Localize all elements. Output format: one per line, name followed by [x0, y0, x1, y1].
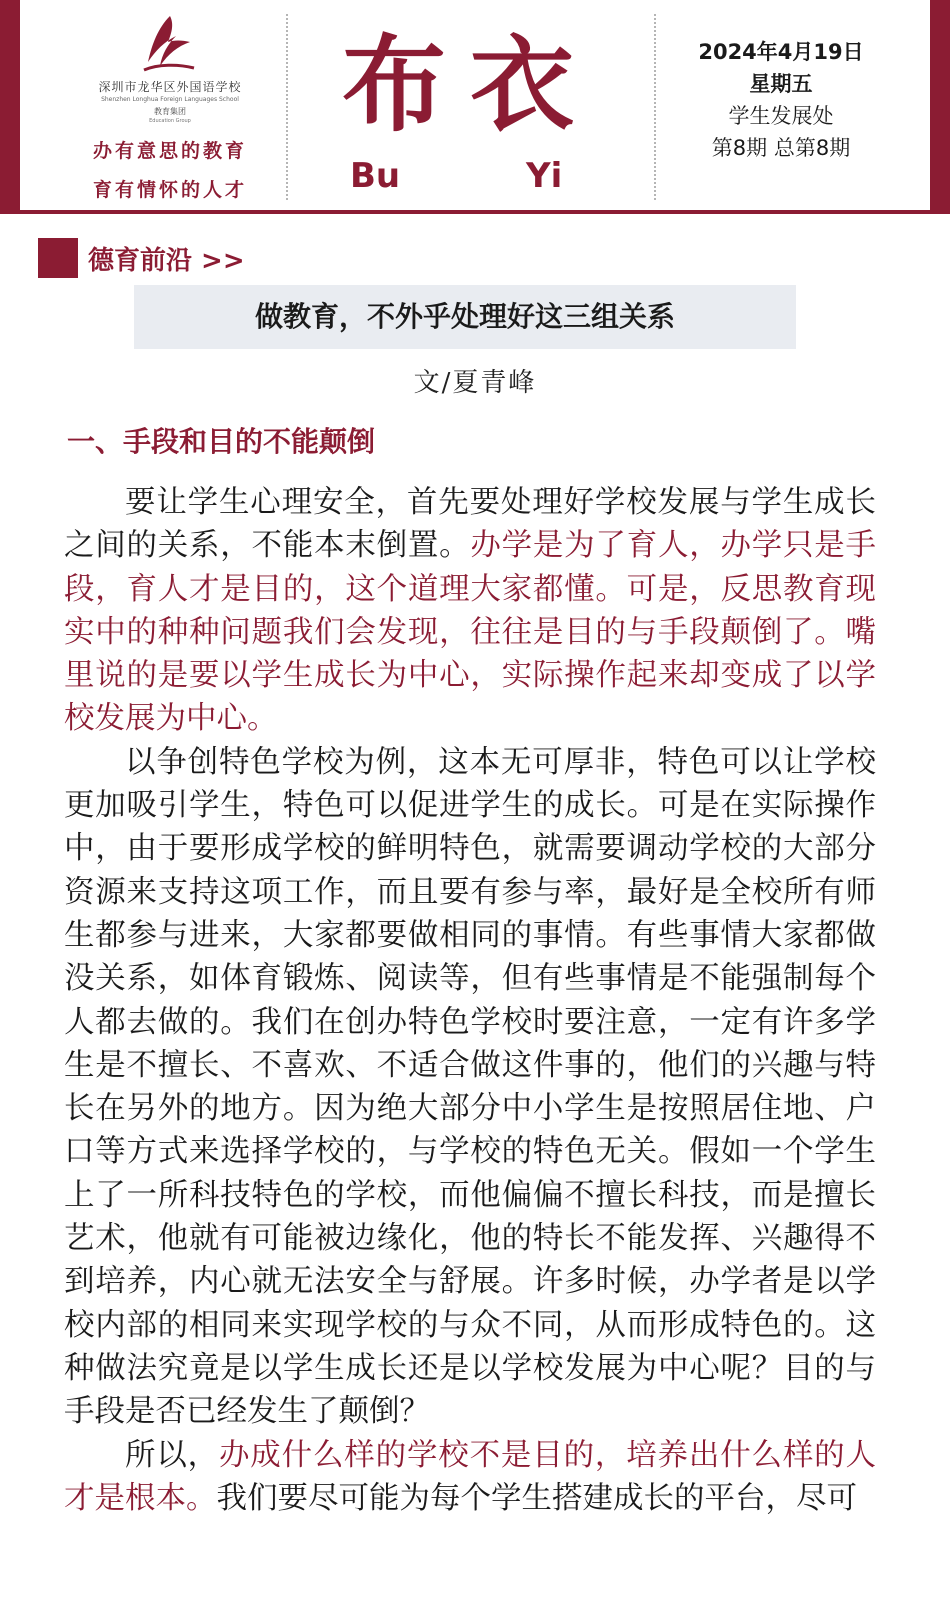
header-right-bar	[930, 0, 950, 213]
school-logo	[80, 14, 260, 124]
section-marker	[38, 238, 78, 278]
issue-number: 第8期 总第8期	[711, 136, 851, 160]
section-label: 德育前沿 >>	[88, 246, 245, 276]
masthead-subtitle-bu: Bu	[350, 156, 401, 196]
masthead	[320, 20, 620, 150]
masthead-title: 布衣	[341, 23, 598, 146]
article-title: 做教育，不外乎处理好这三组关系	[254, 300, 675, 333]
article-byline: 文/夏青峰	[413, 368, 537, 398]
school-name-en: Shenzhen Longhua Foreign Languages School	[101, 96, 239, 103]
paragraph-1-text: 要让学生心理安全，首先要处理好学校发展与学生成长之间的关系，不能本末倒置。	[64, 485, 876, 564]
paragraph-3	[64, 1434, 876, 1521]
school-logo-icon	[138, 14, 198, 76]
header-divider-left	[286, 14, 288, 200]
school-name: 深圳市龙华区外国语学校	[98, 80, 242, 94]
header-rule	[0, 210, 950, 214]
paragraph-3-highlight: 办成什么样的学校不是目的，培养出什么样的人才是根本。	[64, 1437, 877, 1516]
issue-weekday: 星期五	[749, 72, 813, 96]
paragraph-1-highlight: 办学是为了育人，办学只是手段，育人才是目的，这个道理大家都懂。可是，反思教育现实中的种种问题我们会发现，往往是目的与手段颠倒了。嘴里说的是要以学生成长为中心，实际操作起来却变成了以学校发展为中心。	[64, 528, 877, 737]
issue-department: 学生发展处	[728, 104, 834, 128]
paragraph-3-text: 我们要尽可能为每个学生搭建成长的平台，尽可	[216, 1480, 857, 1516]
article-subheading: 一、手段和目的不能颠倒	[67, 425, 376, 458]
header-left-bar	[0, 0, 20, 213]
group-name-en: Education Group	[149, 118, 191, 124]
motto-line-1: 办有意思的教育	[92, 140, 247, 162]
issue-date: 2024年4月19日	[698, 40, 864, 64]
article-title-box	[134, 285, 796, 349]
header-divider-right	[654, 14, 656, 200]
paragraph-2: 以争创特色学校为例，这本无可厚非，特色可以让学校更加吸引学生，特色可以促进学生的成长。可是在实际操作中，由于要形成学校的鲜明特色，就需要调动学校的大部分资源来支持这项工作，而且要有参与率，最好是全校所有师生都参与进来，大家都要做相同的事情。有些事情大家都做没关系，如体育锻炼、阅读等，但有些事情是不能强制每个人都去做的。我们在创办特色学校时要注意，一定有许多学生是不擅长、不喜欢、不适合做这件事的，他们的兴趣与特长在另外的地方。因为绝大部分中小学生是按照居住地、户口等方式来选择学校的，与学校的特色无关。假如一个学生上了一所科技特色的学校，而他偏偏不擅长科技，而是擅长艺术，他就有可能被边缘化，他的特长不能发挥、兴趣得不到培养，内心就无法安全与舒展。许多时候，办学者是以学校内部的相同来实现学校的与众不同，从而形成特色的。这种做法究竟是以学生成长还是以学校发展为中心呢？目的与手段是否已经发生了颠倒？	[64, 744, 876, 1430]
article-body	[64, 481, 876, 1520]
paragraph-1	[64, 481, 876, 741]
masthead-subtitle-yi: Yi	[526, 156, 563, 196]
paragraph-3-lead: 所以，	[125, 1437, 219, 1473]
issue-info	[668, 36, 894, 164]
group-name: 教育集团	[154, 107, 186, 116]
motto-line-2: 育有情怀的人才	[92, 179, 247, 201]
